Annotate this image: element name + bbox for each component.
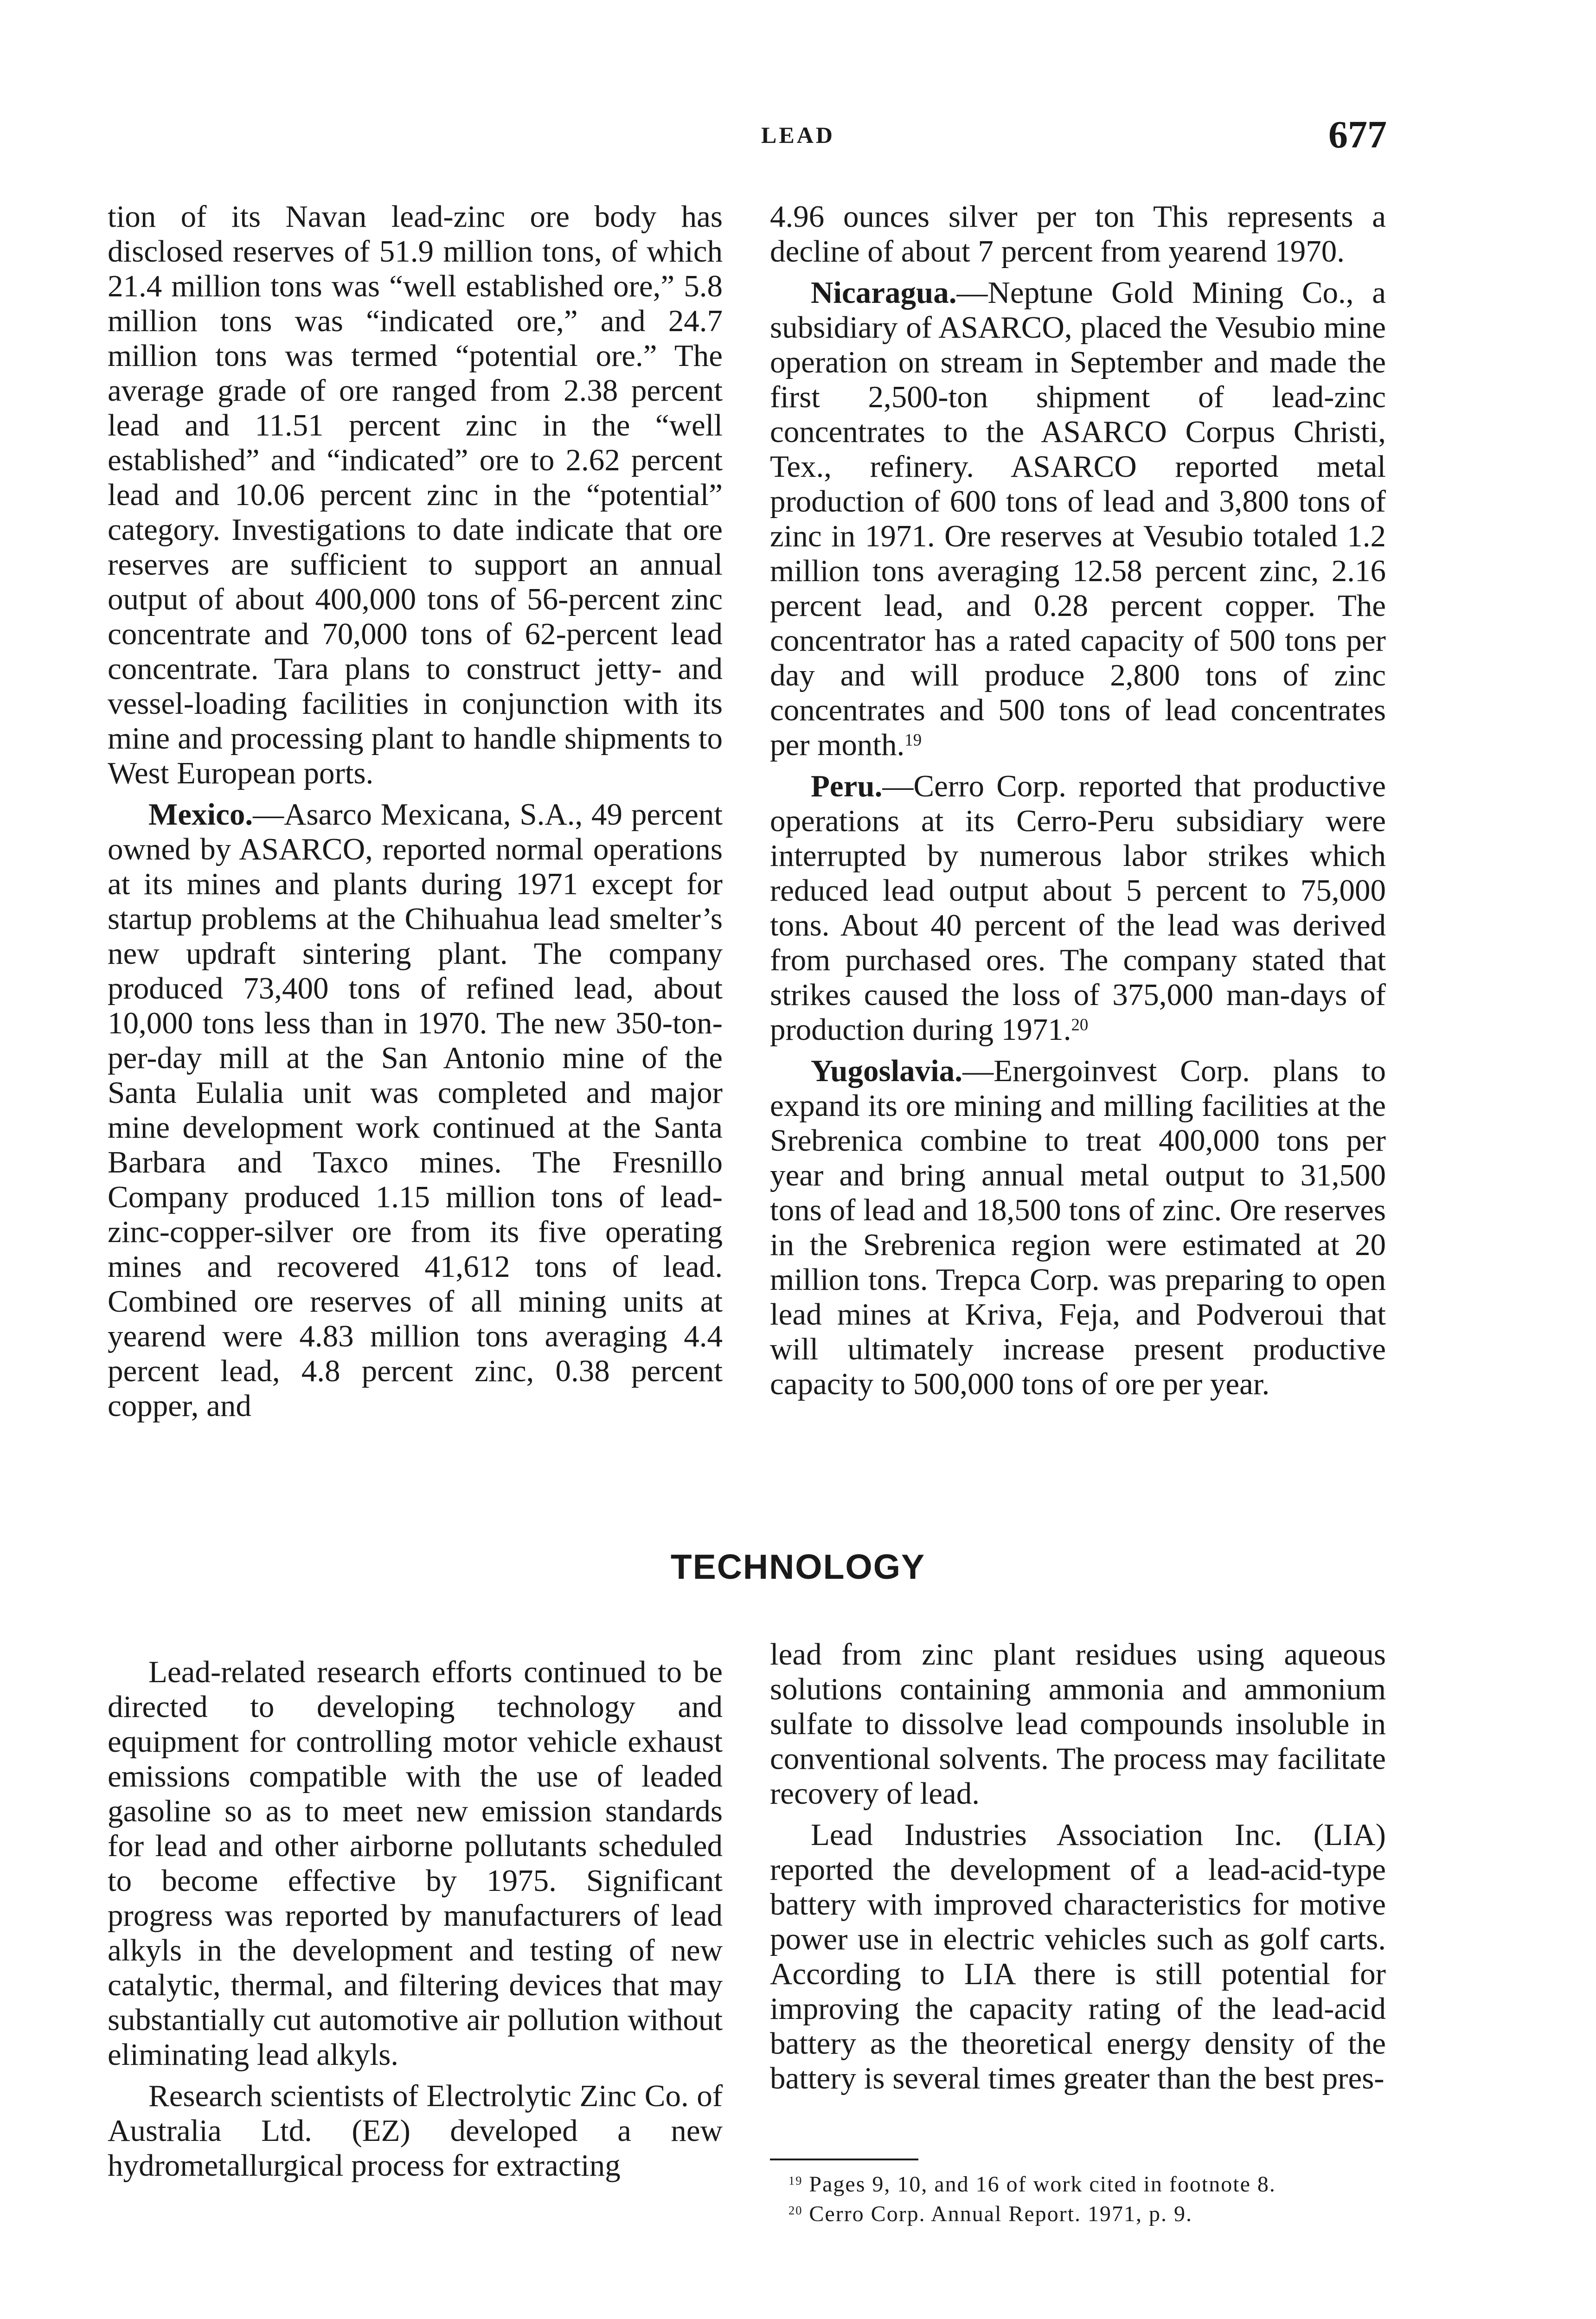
paragraph: Lead-related research efforts continued to be directed to developing technology and equipment for controlling motor vehicle exhaust emissions compatible with the use of leaded gasoline so as to meet new emission standards for lead and other airborne pollutants scheduled to become effective by 1975. Significant progress was reported by manufacturers of lead alkyls in the development and testing of new catalytic, thermal, and filtering devices that may substantially cut automotive air pollution without eliminating lead alkyls. [108, 1655, 723, 2072]
upper-right-column [770, 199, 1386, 1402]
section-heading: TECHNOLOGY [670, 1547, 926, 1586]
paragraph-peru: Peru.—Cerro Corp. reported that productive operations at its Cerro-Peru subsidiary were interrupted by numerous labor strikes which reduced lead output about 5 percent to 75,000 tons. About 40 percent of the lead was derived from purchased ores. The company stated that strikes caused the loss of 375,000 man-days of production during 1971.20 [770, 769, 1386, 1047]
footnote-ref: 19 [904, 730, 922, 750]
footnote: $^{19}$ Pages 9, 10, and 16 of work cited in footnote 8. [788, 2172, 1276, 2197]
footnotes [770, 2170, 1410, 2229]
paragraph: tion of its Navan lead-zinc ore body has disclosed reserves of 51.9 million tons, of which 21.4 million tons was “well established ore,” 5.8 million tons was “indicated ore,” and 24.7 million tons was termed “potential ore.” The average grade of ore ranged from 2.38 percent lead and 11.51 percent zinc in the “well established” and “indicated” ore to 2.62 percent lead and 10.06 percent zinc in the “potential” category. Investigations to date indicate that ore reserves are sufficient to support an annual output of about 400,000 tons of 56-percent zinc concentrate and 70,000 tons of 62-percent lead concentrate. Tara plans to construct jetty- and vessel-loading facilities in conjunction with its mine and processing plant to handle shipments to West European ports. [108, 199, 723, 790]
paragraph: Lead Industries Association Inc. (LIA) reported the development of a lead-acid-type battery with improved characteristics for motive power use in electric vehicles such as golf carts. According to LIA there is still potential for improving the capacity rating of the lead-acid battery as the theoretical energy density of the battery is several times greater than the best pres- [770, 1818, 1386, 2095]
paragraph: lead from zinc plant residues using aqueous solutions containing ammonia and ammonium sulfate to dissolve lead compounds insoluble in conventional solvents. The process may facilitate recovery of lead. [770, 1637, 1386, 1811]
footnote: $^{20}$ Cerro Corp. Annual Report. 1971, p. 9. [788, 2202, 1192, 2226]
paragraph-nicaragua: Nicaragua.—Neptune Gold Mining Co., a subsidiary of ASARCO, placed the Vesubio mine operation on stream in September and made the first 2,500-ton shipment of lead-zinc concentrates to the ASARCO Corpus Christi, Tex., refinery. ASARCO reported metal production of 600 tons of lead and 3,800 tons of zinc in 1971. Ore reserves at Vesubio totaled 1.2 million tons averaging 12.58 percent zinc, 2.16 percent lead, and 0.28 percent copper. The concentrator has a rated capacity of 500 tons per day and will produce 2,800 tons of zinc concentrates and 500 tons of lead concentrates per month.$^{19}$ [770, 275, 1386, 762]
lower-right-column [770, 1637, 1386, 2096]
running-title: LEAD [761, 122, 835, 148]
lower-left-column [108, 1655, 723, 2183]
footnote-ref: 20 [1071, 1015, 1089, 1034]
paragraph: 4.96 ounces silver per ton This represents a decline of about 7 percent from yearend 1970. [770, 199, 1386, 269]
paragraph: Research scientists of Electrolytic Zinc Co. of Australia Ltd. (EZ) developed a new hydrometallurgical process for extracting [108, 2079, 723, 2183]
country-heading: Nicaragua. [811, 275, 957, 310]
upper-left-column [108, 199, 723, 1423]
paragraph-mexico: Mexico.—Asarco Mexicana, S.A., 49 percent owned by ASARCO, reported normal operations at its mines and plants during 1971 except for startup problems at the Chihuahua lead smelter’s new updraft sintering plant. The company produced 73,400 tons of refined lead, about 10,000 tons less than in 1970. The new 350-ton-per-day mill at the San Antonio mine of the Santa Eulalia unit was completed and major mine development work continued at the Santa Barbara and Taxco mines. The Fresnillo Company produced 1.15 million tons of lead-zinc-copper-silver ore from its five operating mines and recovered 41,612 tons of lead. Combined ore reserves of all mining units at yearend were 4.83 million tons averaging 4.4 percent lead, 4.8 percent zinc, 0.38 percent copper, and [108, 797, 723, 1423]
footnote-divider [770, 2159, 918, 2160]
page-number: 677 [1328, 113, 1387, 156]
country-heading: Mexico. [148, 797, 253, 832]
country-heading: Peru. [811, 769, 883, 803]
country-heading: Yugoslavia. [811, 1054, 963, 1088]
paragraph-yugoslavia: Yugoslavia.—Energoinvest Corp. plans to expand its ore mining and milling facilities at the Srebrenica combine to treat 400,000 tons per year and bring annual metal output to 31,500 tons of lead and 18,500 tons of zinc. Ore reserves in the Srebrenica region were estimated at 20 million tons. Trepca Corp. was preparing to open lead mines at Kriva, Feja, and Podveroui that will ultimately increase present productive capacity to 500,000 tons of ore per year. [770, 1054, 1386, 1401]
